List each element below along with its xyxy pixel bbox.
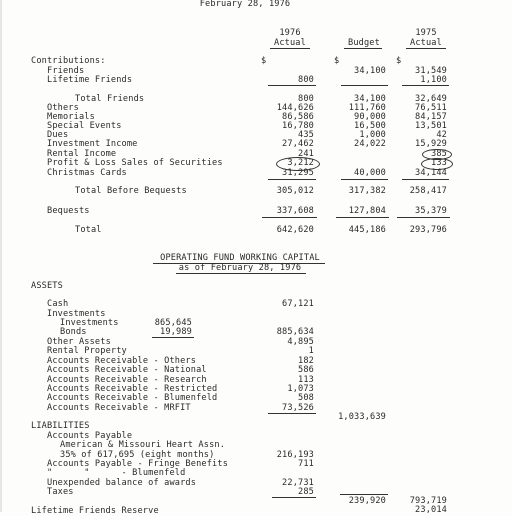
header-date: February 28, 1976 [199,0,291,9]
cash-label: Cash [47,299,69,309]
ar-mrfit-label: Accounts Receivable - MRFIT [47,403,191,413]
col3-heading-rule [406,48,446,49]
liabilities-heading: LIABILITIES [31,421,90,431]
rental-income-c3: 385 [431,149,447,159]
ar-blumenfeld-amt: 508 [298,393,314,403]
rule-bequests-c2 [336,217,389,218]
friends-c3: 31,549 [415,66,447,76]
rental-income-c1: 241 [298,149,314,159]
blumenfeld-label: " " - Blumenfeld [47,468,186,478]
friends-label: Friends [47,66,85,76]
rule-friends-c3 [402,85,449,86]
col2-heading: Budget [348,38,380,48]
rule-assets [268,413,316,414]
ar-national-label: Accounts Receivable - National [47,365,207,375]
rule-bonds [152,337,194,338]
total-friends-label: Total Friends [75,94,145,104]
investment-income-label: Investment Income [47,139,138,149]
total-friends-c3: 32,649 [415,94,447,104]
memorials-c2: 90,000 [354,112,386,122]
investments-sub-label: Investments [60,318,119,328]
total-before-bequests-c2: 317,382 [348,186,386,196]
christmas-cards-c3: 34,144 [415,168,447,178]
others-c3: 76,511 [415,103,447,113]
ar-restricted-label: Accounts Receivable - Restricted [47,384,218,394]
fringe-amt: 711 [298,459,314,469]
investments-sub-amt: 865,645 [154,318,192,328]
total-before-bequests-c1: 305,012 [276,186,314,196]
ar-others-label: Accounts Receivable - Others [47,356,197,366]
unexpended-label: Unexpended balance of awards [47,478,197,488]
memorials-c3: 84,157 [415,112,447,122]
total-friends-c1: 800 [298,94,314,104]
heart-assn-label: American & Missouri Heart Assn. [60,440,226,450]
assets-heading: ASSETS [31,281,63,291]
profit-loss-label: Profit & Loss Sales of Securities [47,158,223,168]
rule-liabilities [272,497,316,498]
total-c1: 642,620 [276,225,314,235]
total-before-bequests-c3: 258,417 [409,186,447,196]
rule-christmas-c3 [402,179,449,180]
taxes-label: Taxes [47,487,74,497]
rule-christmas-c1 [268,179,316,180]
unexpended-amt: 22,731 [282,478,314,488]
dues-c3: 42 [436,130,447,140]
other-assets-label: Other Assets [47,337,111,347]
profit-loss-c3: 133 [431,158,447,168]
christmas-cards-c1: 31,295 [282,168,314,178]
christmas-cards-label: Christmas Cards [47,168,127,178]
special-events-c1: 16,780 [282,121,314,131]
rule-bequests-c1 [262,217,317,218]
special-events-c2: 16,500 [354,121,386,131]
special-events-label: Special Events [47,121,122,131]
ar-restricted-amt: 1,073 [287,384,314,394]
rule-christmas-c2 [341,179,388,180]
total-label: Total [75,225,102,235]
total-c3: 293,796 [409,225,447,235]
lifetime-friends-c1: 800 [298,75,314,85]
col1-heading-rule [270,48,310,49]
other-assets-amt: 4,895 [287,337,314,347]
memorials-c1: 86,586 [282,112,314,122]
assets-total: 1,033,639 [338,412,386,422]
dues-label: Dues [47,130,69,140]
wc-subtitle-rule [176,273,306,274]
memorials-label: Memorials [47,112,95,122]
investment-income-c1: 27,462 [282,139,314,149]
bequests-label: Bequests [47,206,90,216]
investment-income-c2: 24,022 [354,139,386,149]
rule-friends-c1 [268,85,316,86]
col3-year: 1975 [415,28,437,38]
others-c1: 144,626 [276,103,314,113]
currency-col1: $ [261,56,267,66]
col1-heading: Actual [274,38,306,48]
scan-edge [0,0,2,512]
wc-title: OPERATING FUND WORKING CAPITAL [160,253,320,263]
heart-share-amt: 216,193 [276,450,314,460]
friends-c2: 34,100 [354,66,386,76]
dues-c1: 435 [298,130,314,140]
contributions-label: Contributions: [31,56,106,66]
rule-bequests-c3 [397,217,450,218]
taxes-amt: 285 [298,487,314,497]
dues-c2: 1,000 [359,130,386,140]
investments-total: 885,634 [276,327,314,337]
col3-heading: Actual [410,38,442,48]
total-c2: 445,186 [348,225,386,235]
heart-share-label: 35% of 617,695 (eight months) [60,450,215,460]
wc-subtitle: as of February 28, 1976 [178,263,302,273]
cash-amt: 67,121 [282,299,314,309]
ar-blumenfeld-label: Accounts Receivable - Blumenfeld [47,393,218,403]
rule-liabilities-c2 [340,494,388,495]
lifetime-reserve-amt: 23,014 [415,505,447,515]
others-c2: 111,760 [348,103,386,113]
rule-friends-c2 [341,85,388,86]
total-friends-c2: 34,100 [354,94,386,104]
special-events-c3: 13,501 [415,121,447,131]
total-before-bequests-label: Total Before Bequests [75,186,187,196]
lifetime-friends-label: Lifetime Friends [47,75,133,85]
working-capital-c3: 793,719 [409,496,447,506]
accounts-payable-label: Accounts Payable [47,431,133,441]
currency-col2: $ [334,56,340,66]
rental-property-label: Rental Property [47,346,127,356]
investment-income-c3: 15,929 [415,139,447,149]
rental-property-amt: 1 [308,346,314,356]
christmas-cards-c2: 40,000 [354,168,386,178]
ar-others-amt: 182 [298,356,314,366]
ar-mrfit-amt: 73,526 [282,403,314,413]
ar-national-amt: 586 [298,365,314,375]
profit-loss-c1: 3,212 [287,158,314,168]
bequests-c1: 337,608 [276,206,314,216]
col2-heading-rule [344,48,382,49]
bequests-c2: 127,804 [348,206,386,216]
lifetime-reserve-label: Lifetime Friends Reserve [31,506,159,516]
ar-research-label: Accounts Receivable - Research [47,375,207,385]
rental-income-label: Rental Income [47,149,117,159]
col1-year: 1976 [279,28,301,38]
others-label: Others [47,103,79,113]
bequests-c3: 35,379 [415,206,447,216]
currency-col3: $ [396,56,402,66]
liabilities-total: 239,920 [348,496,386,506]
bonds-label: Bonds [60,327,87,337]
bonds-amt: 19,989 [160,327,192,337]
fringe-label: Accounts Payable - Fringe Benefits [47,459,229,469]
investments-label: Investments [47,309,106,319]
lifetime-friends-c3: 1,100 [420,75,447,85]
ar-research-amt: 113 [298,375,314,385]
